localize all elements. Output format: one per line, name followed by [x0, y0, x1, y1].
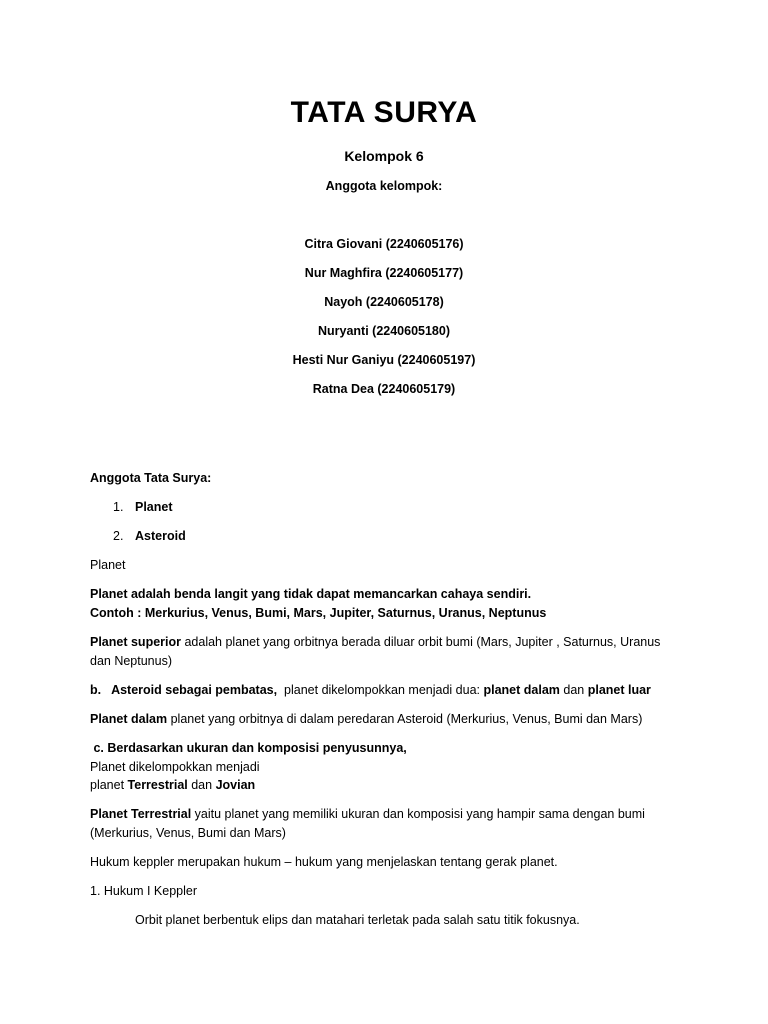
asteroid-boundary-paragraph: b. Asteroid sebagai pembatas, planet dikelompokkan menjadi dua: planet dalam dan planet luar	[90, 683, 651, 697]
list-item: 2. Asteroid	[113, 529, 186, 543]
member-name: Nur Maghfira (2240605177)	[304, 266, 464, 280]
list-item: 1. Planet	[113, 500, 173, 514]
member-name: Citra Giovani (2240605176)	[304, 237, 464, 251]
composition-paragraph: c. Berdasarkan ukuran dan komposisi penyusunnya, Planet dikelompokkan menjadi planet Terrestrial dan Jovian	[90, 741, 407, 792]
planet-definition: Planet adalah benda langit yang tidak dapat memancarkan cahaya sendiri. Contoh : Merkurius, Venus, Bumi, Mars, Jupiter, Saturnus, Uranus, Neptunus	[90, 587, 547, 620]
member-name: Nayoh (2240605178)	[324, 295, 444, 309]
section-heading: Anggota Tata Surya:	[90, 471, 212, 485]
terrestrial-paragraph: Planet Terrestrial yaitu planet yang memiliki ukuran dan komposisi yang hampir sama dengan bumi (Merkurius, Venus, Bumi dan Mars)	[90, 807, 645, 840]
planet-dalam-paragraph: Planet dalam planet yang orbitnya di dalam peredaran Asteroid (Merkurius, Venus, Bumi dan Mars)	[90, 712, 643, 726]
member-name: Ratna Dea (2240605179)	[312, 382, 456, 396]
kepler-1-text: Orbit planet berbentuk elips dan matahari terletak pada salah satu titik fokusnya.	[135, 913, 580, 927]
kepler-intro: Hukum keppler merupakan hukum – hukum yang menjelaskan tentang gerak planet.	[90, 855, 558, 869]
planet-heading: Planet	[90, 558, 126, 572]
group-name: Kelompok 6	[344, 148, 424, 164]
member-name: Hesti Nur Ganiyu (2240605197)	[292, 353, 476, 367]
document-title: TATA SURYA	[290, 96, 478, 129]
planet-superior-paragraph: Planet superior adalah planet yang orbitnya berada diluar orbit bumi (Mars, Jupiter , Saturnus, Uranus dan Neptunus)	[90, 635, 661, 668]
kepler-1-heading: 1. Hukum I Keppler	[90, 884, 197, 898]
members-label: Anggota kelompok:	[325, 179, 443, 193]
member-name: Nuryanti (2240605180)	[317, 324, 451, 338]
